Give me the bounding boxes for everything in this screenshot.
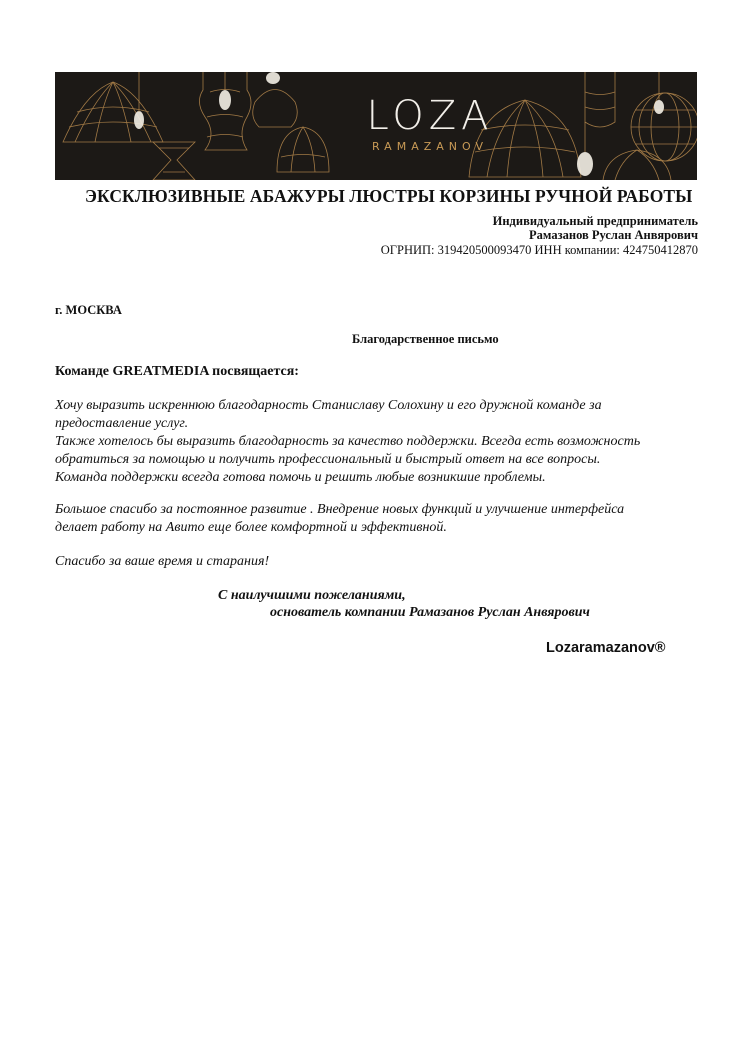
body-line: предоставление услуг. (55, 416, 189, 431)
body-line: Спасибо за ваше время и старания! (55, 554, 270, 569)
closing-signatory: основатель компании Рамазанов Руслан Анвярович (270, 605, 590, 620)
logo-subtitle: RAMAZANOV (371, 140, 489, 153)
body-line: Хочу выразить искреннюю благодарность Станиславу Солохину и его дружной команде за (55, 398, 602, 413)
body-line: Также хотелось бы выразить благодарность за качество поддержки. Всегда есть возможность (55, 434, 641, 449)
city: г. МОСКВА (55, 303, 122, 317)
closing-greeting: С наилучшими пожеланиями, (218, 588, 406, 603)
brand-signature: Lozaramazanov® (546, 640, 666, 656)
paragraph-gratitude (55, 397, 715, 487)
body-line: Большое спасибо за постоянное развитие . Внедрение новых функций и улучшение интерфейса (55, 502, 625, 517)
paragraph-development (55, 501, 715, 537)
body-line: Команда поддержки всегда готова помочь и решить любые возникшие проблемы. (55, 470, 546, 485)
entity-type: Индивидуальный предприниматель (492, 214, 698, 228)
letter-title: Благодарственное письмо (352, 332, 499, 346)
registration-numbers: ОГРНИП: 319420500093470 ИНН компании: 424750412870 (380, 243, 698, 257)
company-headline: ЭКСКЛЮЗИВНЫЕ АБАЖУРЫ ЛЮСТРЫ КОРЗИНЫ РУЧНОЙ РАБОТЫ (85, 186, 693, 206)
logo-wordmark: LOZA (366, 93, 494, 139)
body-line: обратиться за помощью и получить профессиональный и быстрый ответ на все вопросы. (55, 452, 601, 467)
brand-logo (355, 94, 505, 153)
paragraph-thanks (55, 553, 715, 571)
entity-name: Рамазанов Руслан Анвярович (529, 228, 698, 242)
body-line: делает работу на Авито еще более комфортной и эффективной. (55, 520, 447, 535)
dedication: Команде GREATMEDIA посвящается: (55, 364, 299, 379)
header-banner (55, 72, 697, 180)
